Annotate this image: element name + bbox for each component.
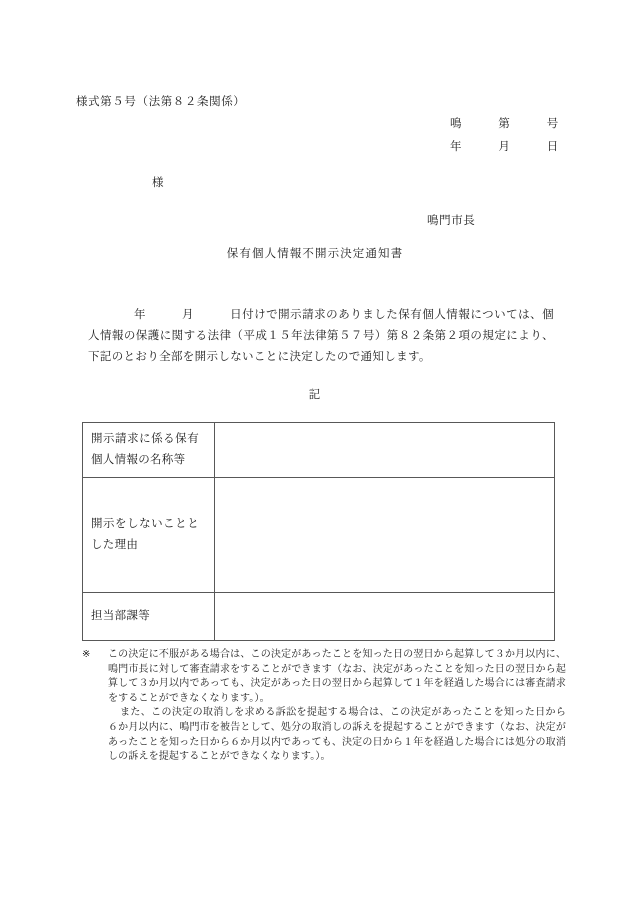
table-row-label-reason-for-nondisclosure <box>83 478 215 593</box>
footnote-paragraph-1-row <box>82 648 566 706</box>
table-label-text: 開示をしないこととした理由 <box>91 518 199 551</box>
body-paragraph: 年 月 日付けで開示請求のありました保有個人情報については、個人情報の保護に関する法律（平成１５年法律第５７号）第８２条第２項の規定により、下記のとおり全部を開示しないことに決定したので通知します。 <box>88 309 554 363</box>
record-heading: 記 <box>308 389 322 401</box>
form-number-label: 様式第５号（法第８２条関係） <box>76 96 246 108</box>
reference-mark-icon: ※ <box>82 649 91 660</box>
table-cell-responsible-department-value[interactable] <box>215 593 555 641</box>
table-row <box>83 423 555 478</box>
footnote-block <box>82 648 566 765</box>
table-row <box>83 593 555 641</box>
footnote-paragraph-1: この決定に不服がある場合は、この決定があったことを知った日の翌日から起算して３か月以内に、鳴門市長に対して審査請求をすることができます（なお、決定があったことを知った日の翌日から起算して３か月以内であっても、決定があった日の翌日から起算して１年を経過した場合には審査請求をすることができなくなります。）。 <box>108 649 566 704</box>
recipient-name-line: 様 <box>152 177 165 189</box>
disclosure-details-table <box>82 422 555 641</box>
footnote-paragraph-2: また、この決定の取消しを求める訴訟を提起する場合は、この決定があったことを知った日から６か月以内に、鳴門市を被告として、処分の取消しの訴えを提起することができます（なお、決定があったことを知った日から６か月以内であっても、決定の日から１年を経過した場合には処分の取消しの訴えを提起することができなくなります。）。 <box>108 707 566 763</box>
table-cell-reason-for-nondisclosure-value[interactable] <box>215 478 555 593</box>
page-title: 保有個人情報不開示決定通知書 <box>226 248 404 260</box>
table-cell-name-of-information-value[interactable] <box>215 423 555 478</box>
issue-date-line: 年 月 日 <box>450 141 559 153</box>
issuer-title: 鳴門市長 <box>427 215 476 227</box>
table-label-text: 担当部課等 <box>91 610 150 622</box>
table-row-label-responsible-department <box>83 593 215 641</box>
table-label-text: 開示請求に係る保有個人情報の名称等 <box>91 433 199 466</box>
document-number-line: 鳴 第 号 <box>450 118 559 130</box>
table-row-label-name-of-information <box>83 423 215 478</box>
table-row <box>83 478 555 593</box>
